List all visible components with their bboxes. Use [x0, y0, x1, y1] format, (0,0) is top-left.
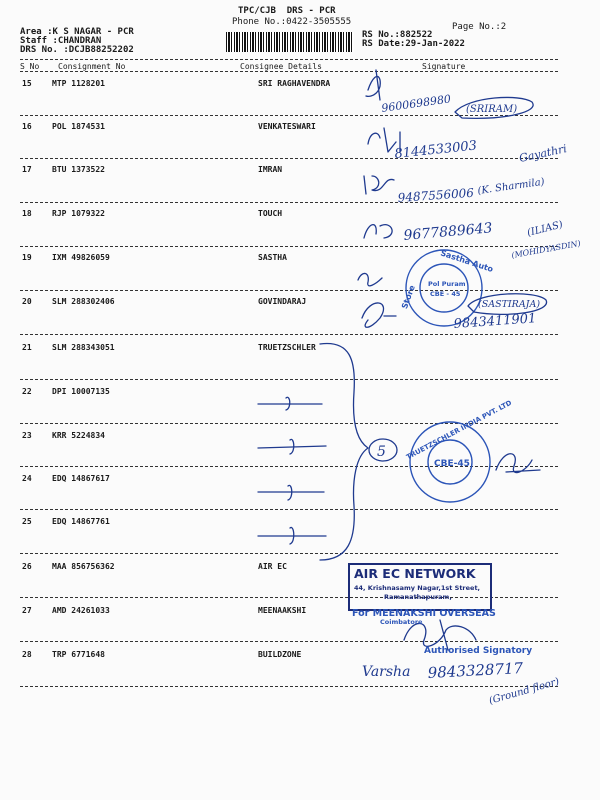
row-consignment: EDQ 14867617	[52, 474, 110, 483]
row-consignee: MEENAAKSHI	[258, 606, 307, 615]
stamp-text: CBE-45	[434, 459, 470, 469]
row-sno: 26	[22, 562, 32, 571]
row-consignment: EDQ 14867761	[52, 517, 110, 526]
signature-scribble	[366, 70, 380, 100]
row-consignee: IMRAN	[258, 165, 283, 174]
signature-scribble	[496, 454, 540, 473]
col-signature: Signature	[422, 62, 466, 71]
phone-number: Phone No.:0422-3505555	[232, 17, 352, 27]
row-consignment: TRP 6771648	[52, 650, 105, 659]
drs-number: DRS No. :DCJB88252202	[20, 45, 134, 55]
signature-scribble	[364, 176, 394, 194]
row-consignee: BUILDZONE	[258, 650, 302, 659]
signature-scribble	[362, 303, 396, 327]
row-consignee: TRUETZSCHLER	[258, 343, 316, 352]
row-consignment: AMD 24261033	[52, 606, 110, 615]
handwritten-phone: 9677889643	[402, 220, 494, 244]
row-sno: 27	[22, 606, 32, 615]
row-sno: 16	[22, 122, 32, 131]
row-sno: 20	[22, 297, 32, 306]
handwritten-note: (MOHIDYASDIN)	[510, 238, 582, 260]
page-number: Page No.:2	[452, 22, 507, 32]
authorised-signatory: Authorised Signatory	[424, 646, 533, 656]
row-consignee: VENKATESWARI	[258, 122, 316, 131]
merchant-stamp: For MEENAKSHI OVERSEAS	[352, 608, 496, 619]
row-sno: 15	[22, 79, 32, 88]
row-sno: 28	[22, 650, 32, 659]
stamp-text: TRUETZSCHLER INDIA PVT. LTD	[405, 398, 514, 462]
stamp-text: CBE - 45	[430, 290, 461, 298]
row-sno: 24	[22, 474, 32, 483]
row-consignee: SASTHA	[258, 253, 287, 262]
handwritten-phone: 8144533003	[393, 138, 478, 162]
row-sno: 22	[22, 387, 32, 396]
stamp-text: Store	[400, 284, 417, 311]
col-consignment: Consignment No	[58, 62, 126, 71]
handwritten-phone: 9843328717	[427, 659, 524, 682]
stamp-company: AIR EC NETWORK	[354, 566, 476, 581]
signature-scribble	[364, 225, 392, 238]
row-consignee: TOUCH	[258, 209, 283, 218]
row-consignment: POL 1874531	[52, 122, 105, 131]
row-consignee: GOVINDARAJ	[258, 297, 307, 306]
handwritten-count: 5	[377, 444, 386, 460]
group-bracket	[320, 343, 368, 560]
row-sno: 18	[22, 209, 32, 218]
handwritten-phone: 9600698980	[380, 92, 452, 115]
row-consignment: SLM 288302406	[52, 297, 115, 306]
row-consignment: MTP 1128201	[52, 79, 105, 88]
sastha-stamp-inner	[420, 264, 468, 312]
handwritten-phone: 9487556006	[397, 185, 475, 205]
area-label: Area :K S NAGAR - PCR	[20, 27, 134, 37]
handwritten-name: (SRIRAM)	[466, 104, 518, 115]
row-consignee: SRI RAGHAVENDRA	[258, 79, 331, 88]
stamp-text: Pol Puram	[428, 280, 466, 288]
stamp-address: 44, Krishnasamy Nagar,1st Street,	[354, 584, 481, 592]
row-consignment: DPI 10007135	[52, 387, 110, 396]
row-consignment: KRR 5224834	[52, 431, 105, 440]
row-sno: 25	[22, 517, 32, 526]
row-consignment: MAA 856756362	[52, 562, 115, 571]
ditto-mark	[258, 527, 326, 544]
ditto-mark	[258, 485, 324, 500]
stamp-address: Ramanathapuram,	[384, 593, 452, 601]
air-ec-stamp	[348, 563, 492, 611]
rs-date: RS Date:29-Jan-2022	[362, 39, 465, 49]
col-consignee: Consignee Details	[240, 62, 322, 71]
row-sno: 21	[22, 343, 32, 352]
document-title: TPC/CJB DRS - PCR	[238, 6, 336, 16]
row-consignment: BTU 1373522	[52, 165, 105, 174]
col-sno: S No	[20, 62, 40, 71]
handwritten-phone: 9843411901	[453, 311, 537, 332]
row-sno: 17	[22, 165, 32, 174]
row-sno: 19	[22, 253, 32, 262]
handwritten-name: Varsha	[362, 664, 411, 680]
staff-label: Staff :CHANDRAN	[20, 36, 102, 46]
row-consignee: AIR EC	[258, 562, 287, 571]
rs-number: RS No.:882522	[362, 30, 433, 40]
handwritten-name: (SASTIRAJA)	[478, 299, 541, 310]
row-consignment: SLM 288343051	[52, 343, 115, 352]
row-consignment: RJP 1079322	[52, 209, 105, 218]
row-sno: 23	[22, 431, 32, 440]
stamp-text: Sastha Auto	[439, 248, 495, 274]
handwritten-name: (K. Sharmila)	[476, 176, 546, 197]
ditto-mark	[258, 397, 322, 410]
handwritten-name: Gayathri	[517, 142, 568, 165]
ditto-mark	[258, 439, 326, 454]
handwritten-name: (ILIAS)	[526, 219, 565, 239]
row-consignment: IXM 49826059	[52, 253, 110, 262]
merchant-city: Coimbatore	[380, 618, 423, 626]
signature-scribble	[358, 273, 382, 285]
handwritten-note: (Ground floor)	[487, 676, 561, 707]
